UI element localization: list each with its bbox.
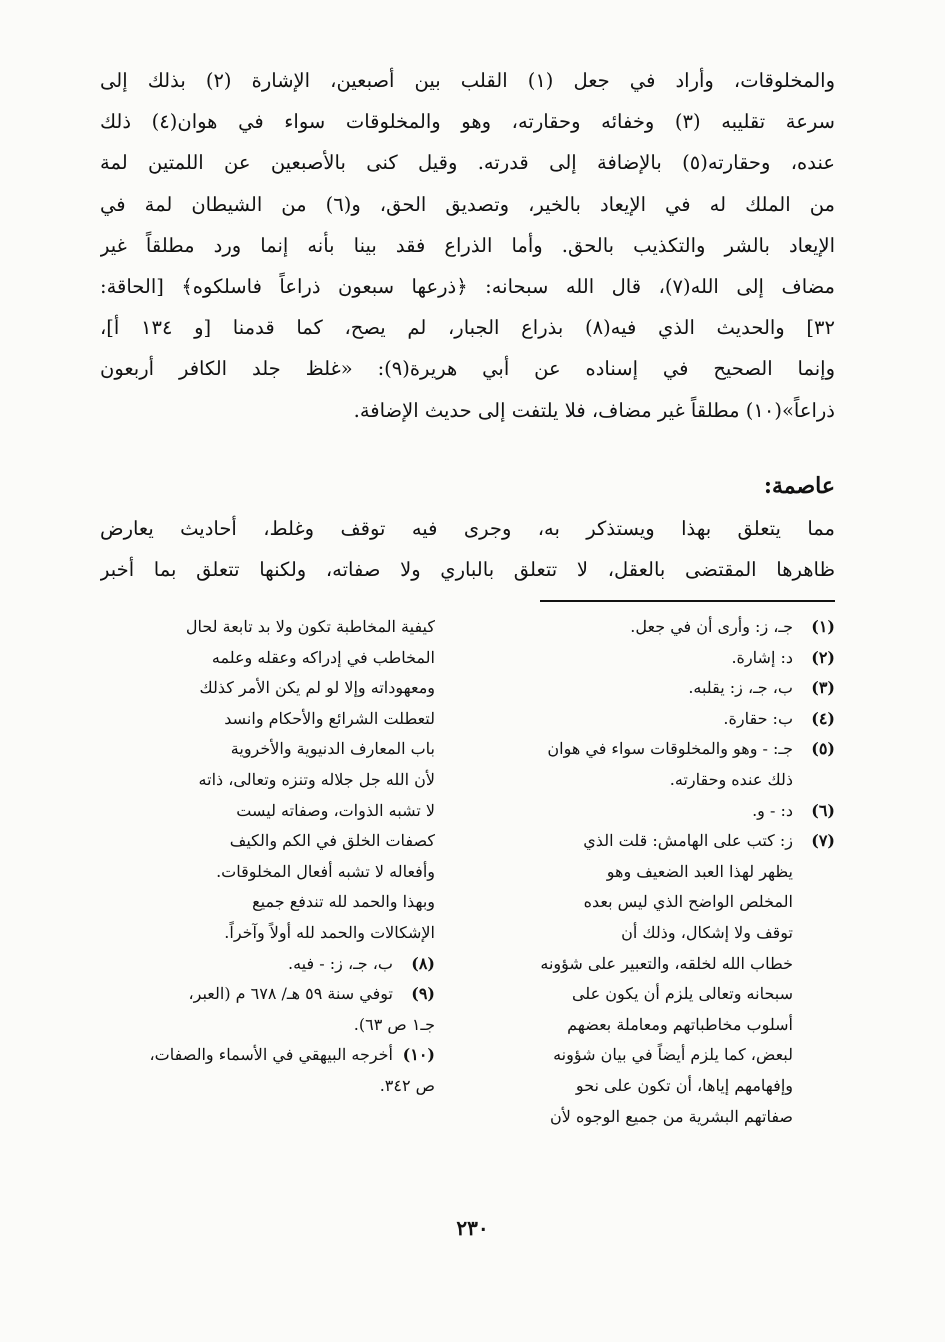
footnote-line (478, 857, 835, 888)
text-line: والمخلوقات، وأراد في جعل (١) القلب بين أصبعين، الإشارة (٢) بذلك إلى (100, 69, 835, 92)
footnote-line (478, 1071, 835, 1102)
footnote-text: أسلوب مخاطباتهم ومعاملة بعضهم (567, 1014, 793, 1034)
footnote-text: وبهذا والحمد لله تندفع جميع (252, 892, 435, 912)
text-line: ظاهرها المقتضى بالعقل، لا تتعلق بالباري ولا صفاته، ولكنها تتعلق بما أخبر (100, 558, 835, 582)
footnote-line (478, 949, 835, 980)
section-heading: عاصمة: (763, 473, 835, 499)
footnote-line (478, 643, 835, 674)
footnote-line (478, 1102, 835, 1133)
footnote-line (478, 796, 835, 827)
footnote-separator (540, 600, 835, 602)
footnote-number: (٣) (811, 678, 835, 698)
footnote-number: (٦) (811, 800, 835, 820)
footnote-text: لا تشبه الذوات، وصفاته ليست (236, 800, 435, 820)
footnote-line (478, 1010, 835, 1041)
text-line: سرعة تقليبه (٣) وخفائه وحقارته، وهو والمخلوقات سواء في هوان(٤) ذلك (100, 110, 835, 134)
footnote-text: باب المعارف الدنيوية والأخروية (230, 739, 435, 759)
footnote-line (478, 1040, 835, 1071)
footnotes-right-column (478, 612, 835, 1132)
footnote-line (100, 673, 435, 704)
footnote-text: كيفية المخاطبة تكون ولا بد تابعة لحال (185, 617, 435, 636)
footnote-text: كصفات الخلق في الكم والكيف (229, 831, 435, 851)
footnote-text: ومعهوداته وإلا لو لم يكن الأمر كذلك (199, 678, 435, 698)
footnote-line (478, 826, 835, 857)
footnote-text: المخلص الواضح الذي ليس بعده (583, 892, 793, 912)
footnote-line (478, 887, 835, 918)
footnote-text: وإفهامهم إياها، أن تكون على نحو (575, 1075, 793, 1095)
text-line: الإيعاد بالشر والتكذيب بالحق. وأما الذراع فقد بينا بأنه إنما ورد مطلقاً غير (100, 233, 835, 257)
footnote-text: د: إشارة. (731, 647, 793, 667)
page-number: ٢٣٠ (456, 1216, 489, 1240)
footnote-text: الإشكالات والحمد لله أولاً وآخراً. (224, 922, 435, 942)
footnote-text: ب: حقارة. (723, 708, 793, 728)
footnote-line (100, 612, 435, 643)
footnote-line (100, 918, 435, 949)
footnote-text: المخاطب في إدراكه وعقله وعلمه (211, 647, 435, 667)
footnote-line (100, 949, 435, 980)
footnote-text: ب، جـ، ز: يقلبه. (688, 678, 793, 698)
text-line: وإنما الصحيح في إسناده عن أبي هريرة(٩): «غلظ جلد الكافر أربعون (100, 357, 835, 381)
text-line: مضاف إلى الله(٧)، قال الله سبحانه: ﴿ذرعها سبعون ذراعاً فاسلكوه﴾ [الحاقة: (100, 274, 835, 298)
footnote-text: أخرجه البيهقي في الأسماء والصفات، (149, 1045, 393, 1065)
footnote-text: خطاب الله لخلقه، والتعبير على شؤونه (540, 953, 793, 973)
footnote-text: ص ٣٤٢. (379, 1075, 435, 1095)
footnote-number: (٢) (811, 647, 835, 667)
footnote-number: (١٠) (402, 1045, 435, 1065)
footnote-text: ذلك عنده وحقارته. (669, 769, 793, 789)
footnote-text: لتعطلت الشرائع والأحكام وانسد (224, 708, 435, 728)
footnote-text: لأن الله جل جلاله وتنزه وتعالى، ذاته (198, 769, 435, 789)
footnote-number: (٨) (411, 953, 435, 973)
footnotes-left-column (100, 612, 435, 1102)
footnote-text: يظهر لهذا العبد الضعيف وهو (606, 861, 793, 881)
footnote-line (100, 979, 435, 1010)
footnote-line (100, 1040, 435, 1071)
footnote-text: ب، جـ، ز: - فيه. (288, 953, 393, 973)
footnote-line (100, 765, 435, 796)
text-line: ذراعاً»(١٠) مطلقاً غير مضاف، فلا يلتفت إلى حديث الإضافة. (353, 398, 835, 422)
footnote-text: وأفعاله لا تشبه أفعال المخلوقات. (216, 861, 435, 881)
footnote-text: جـ، ز: وأرى أن في جعل. (630, 617, 793, 636)
footnote-number: (١) (811, 617, 835, 636)
footnote-line (478, 918, 835, 949)
main-text (100, 60, 835, 431)
footnote-line (100, 643, 435, 674)
footnote-line (478, 979, 835, 1010)
text-line: من الملك له في الإيعاد بالخير، وتصديق الحق، و(٦) من الشيطان لمة في (100, 192, 835, 216)
footnote-line (100, 796, 435, 827)
footnote-line (100, 734, 435, 765)
footnote-text: توفي سنة ٥٩ هـ/ ٦٧٨ م (العبر، (188, 984, 393, 1004)
footnote-line (100, 704, 435, 735)
footnote-line (478, 765, 835, 796)
footnote-text: جـ: - وهو والمخلوقات سواء في هوان (547, 739, 793, 759)
footnote-text: توقف ولا إشكال، وذلك أن (621, 922, 793, 942)
text-line: عنده، وحقارته(٥) بالإضافة إلى قدرته. وقيل كنى بالأصبعين عن اللمتين لمة (100, 151, 835, 175)
footnote-text: ز: كتب على الهامش: قلت الذي (583, 831, 793, 851)
footnote-text: د: - و. (752, 800, 793, 820)
footnote-number: (٧) (811, 831, 835, 851)
footnote-text: جـ١ ص ٦٣). (353, 1014, 435, 1034)
text-line: مما يتعلق بهذا ويستذكر به، وجرى فيه توقف وغلط، أحاديث يعارض (100, 517, 835, 540)
footnote-line (478, 612, 835, 643)
footnote-line (100, 826, 435, 857)
footnote-line (100, 857, 435, 888)
footnote-number: (٤) (811, 708, 835, 728)
footnote-number: (٥) (811, 739, 835, 759)
footnote-number: (٩) (411, 984, 435, 1004)
footnote-text: صفاتهم البشرية من جميع الوجوه لأن (550, 1106, 793, 1126)
footnote-line (100, 1071, 435, 1102)
footnote-line (100, 1010, 435, 1041)
section-text (100, 508, 835, 590)
footnote-line (478, 734, 835, 765)
footnote-line (100, 887, 435, 918)
footnote-text: لبعض، كما يلزم أيضاً في بيان شؤونه (553, 1045, 793, 1065)
footnote-line (478, 673, 835, 704)
text-line: ٣٢] والحديث الذي فيه(٨) بذراع الجبار، لم يصح، كما قدمنا [و ١٣٤ أ]، (100, 316, 835, 340)
footnote-text: سبحانه وتعالى يلزم أن يكون على (571, 984, 793, 1004)
footnote-line (478, 704, 835, 735)
